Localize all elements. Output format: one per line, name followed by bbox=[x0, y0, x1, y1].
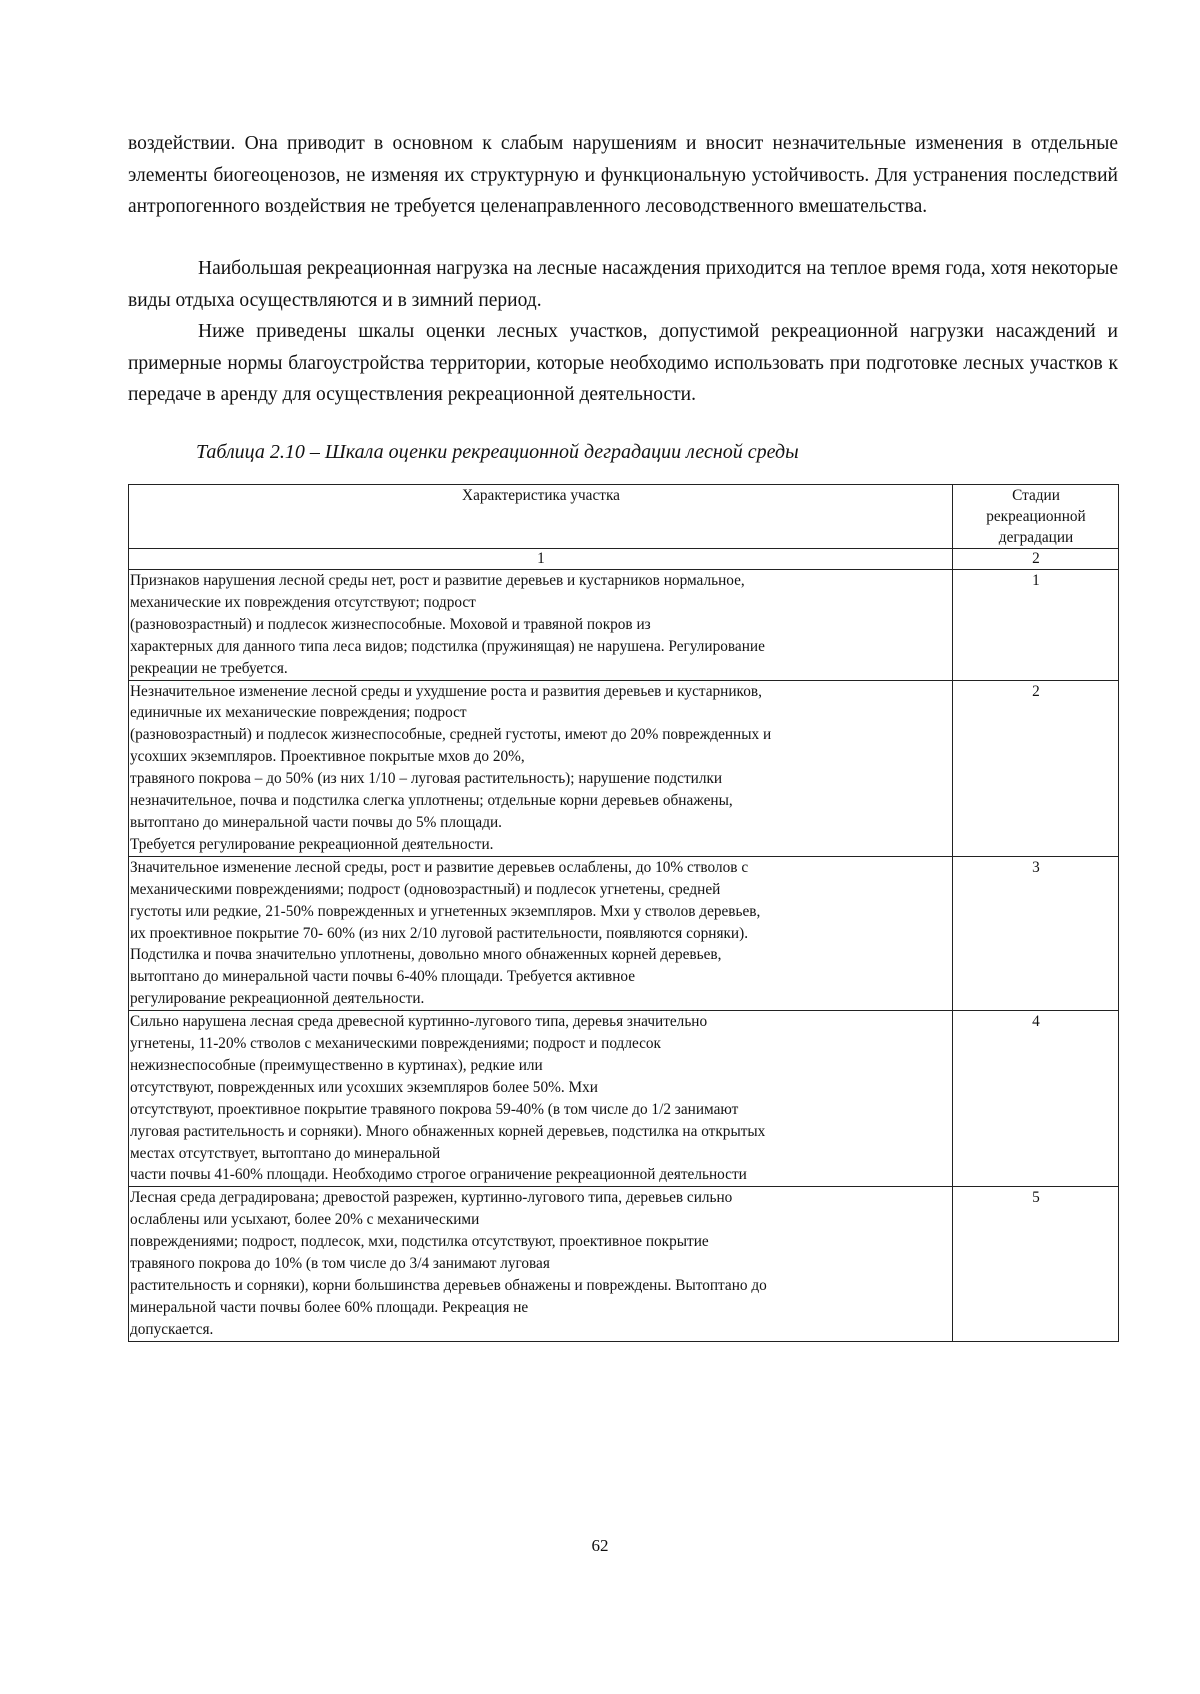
text-line: минеральной части почвы более 60% площади. Рекреация не bbox=[130, 1298, 529, 1316]
text-line: вытоптано до минеральной части почвы 6-40% площади. Требуется активное bbox=[130, 968, 636, 986]
text-line: повреждениями; подрост, подлесок, мхи, подстилка отсутствуют, проективное покрытие bbox=[130, 1233, 709, 1251]
column-number-row bbox=[129, 549, 1119, 570]
text-line: механические их повреждения отсутствуют; подрост bbox=[130, 593, 476, 611]
paragraph-continuation: воздействии. Она приводит в основном к слабым нарушениям и вносит незначительные изменения в отдельные элементы биогеоценозов, не изменяя их структурную и функциональную устойчивость. Для устранения последствий антропогенного воздействия не требуется целенаправленного лесоводственного вмешательства. bbox=[128, 133, 1118, 217]
text-line: (разновозрастный) и подлесок жизнеспособные. Моховой и травяной покров из bbox=[130, 615, 651, 633]
degradation-scale-table bbox=[128, 484, 1119, 1342]
text-line: травяного покрова до 10% (в том числе до 3/4 занимают луговая bbox=[130, 1255, 550, 1273]
header-stages-line: Стадии bbox=[1012, 487, 1060, 504]
text-line: вытоптано до минеральной части почвы до 5% площади. bbox=[130, 813, 502, 831]
header-stages bbox=[953, 485, 1119, 549]
text-line: единичные их механические повреждения; подрост bbox=[130, 704, 467, 722]
table-row bbox=[129, 680, 1119, 856]
stage-cell: 1 bbox=[953, 570, 1119, 681]
characteristic-cell bbox=[129, 1011, 953, 1187]
stage-cell: 5 bbox=[953, 1187, 1119, 1341]
text-line: растительность и сорняки), корни большинства деревьев обнажены и повреждены. Вытоптано до bbox=[130, 1277, 767, 1294]
text-line: Лесная среда деградирована; древостой разрежен, куртинно-лугового типа, деревьев сильно bbox=[130, 1189, 733, 1207]
stage-cell: 3 bbox=[953, 856, 1119, 1010]
page-number: 62 bbox=[591, 1536, 609, 1555]
text-line: травяного покрова – до 50% (из них 1/10 – луговая растительность); нарушение подстилки bbox=[130, 770, 723, 788]
text-line: части почвы 41-60% площади. Необходимо строгое ограничение рекреационной деятельности bbox=[130, 1166, 747, 1184]
column-number: 1 bbox=[129, 549, 953, 570]
text-line: отсутствуют, проективное покрытие травяного покрова 59-40% (в том числе до 1/2 занимают bbox=[130, 1100, 739, 1118]
text-line: Признаков нарушения лесной среды нет, рост и развитие деревьев и кустарников нормальное, bbox=[130, 572, 745, 589]
header-stages-line: деградации bbox=[998, 529, 1074, 546]
text-line: незначительное, почва и подстилка слегка уплотнены; отдельные корни деревьев обнажены, bbox=[130, 792, 733, 810]
stage-cell: 4 bbox=[953, 1011, 1119, 1187]
text-line: (разновозрастный) и подлесок жизнеспособные, средней густоты, имеют до 20% поврежденных и bbox=[130, 726, 772, 744]
header-characteristic: Характеристика участка bbox=[129, 485, 953, 549]
text-line: Значительное изменение лесной среды, рост и развитие деревьев ослаблены, до 10% стволов с bbox=[130, 858, 749, 876]
paragraph-recreational-load: Наибольшая рекреационная нагрузка на лесные насаждения приходится на теплое время года, хотя некоторые виды отдыха осуществляются и в зимний период. bbox=[128, 258, 1118, 311]
text-line: рекреации не требуется. bbox=[130, 659, 288, 677]
text-line: характерных для данного типа леса видов; подстилка (пружинящая) не нарушена. Регулирование bbox=[130, 637, 765, 655]
characteristic-cell bbox=[129, 856, 953, 1010]
text-line: усохших экземпляров. Проективное покрытые мхов до 20%, bbox=[130, 748, 525, 766]
text-line: Требуется регулирование рекреационной деятельности. bbox=[130, 835, 494, 853]
text-line: густоты или редкие, 21-50% поврежденных и угнетенных экземпляров. Мхи у стволов деревьев, bbox=[130, 902, 761, 920]
stage-cell: 2 bbox=[953, 680, 1119, 856]
table-caption: Таблица 2.10 – Шкала оценки рекреационной деградации лесной среды bbox=[196, 441, 799, 463]
table-row bbox=[129, 1011, 1119, 1187]
characteristic-cell bbox=[129, 1187, 953, 1341]
table-row bbox=[129, 856, 1119, 1010]
text-line: их проективное покрытие 70- 60% (из них 2/10 луговой растительности, появляются сорняки). bbox=[130, 924, 749, 942]
text-line: механическими повреждениями; подрост (одновозрастный) и подлесок угнетены, средней bbox=[130, 880, 721, 898]
table-row bbox=[129, 1187, 1119, 1341]
text-line: допускается. bbox=[130, 1320, 214, 1338]
text-line: регулирование рекреационной деятельности. bbox=[130, 990, 425, 1008]
text-line: ослаблены или усыхают, более 20% с механическими bbox=[130, 1211, 480, 1229]
table-header-row bbox=[129, 485, 1119, 549]
table-row bbox=[129, 570, 1119, 681]
text-line: Подстилка и почва значительно уплотнены, довольно много обнаженных корней деревьев, bbox=[130, 946, 722, 964]
text-line: луговая растительность и сорняки). Много обнаженных корней деревьев, подстилка на открытых bbox=[130, 1122, 766, 1140]
header-stages-line: рекреационной bbox=[986, 508, 1086, 525]
text-line: угнетены, 11-20% стволов с механическими повреждениями; подрост и подлесок bbox=[130, 1035, 661, 1053]
paragraph-scales-intro: Ниже приведены шкалы оценки лесных участков, допустимой рекреационной нагрузки насаждений и примерные нормы благоустройства территории, которые необходимо использовать при подготовке лесных участков к передаче в аренду для осуществления рекреационной деятельности. bbox=[128, 321, 1118, 405]
column-number: 2 bbox=[953, 549, 1119, 570]
characteristic-cell bbox=[129, 680, 953, 856]
characteristic-cell bbox=[129, 570, 953, 681]
text-line: нежизнеспособные (преимущественно в куртинах), редкие или bbox=[130, 1056, 543, 1074]
text-line: отсутствуют, поврежденных или усохших экземпляров более 50%. Мхи bbox=[130, 1078, 598, 1096]
text-line: местах отсутствует, вытоптано до минеральной bbox=[130, 1144, 441, 1162]
text-line: Сильно нарушена лесная среда древесной куртинно-лугового типа, деревья значительно bbox=[130, 1013, 708, 1031]
text-line: Незначительное изменение лесной среды и ухудшение роста и развития деревьев и кустарников, bbox=[130, 682, 762, 700]
